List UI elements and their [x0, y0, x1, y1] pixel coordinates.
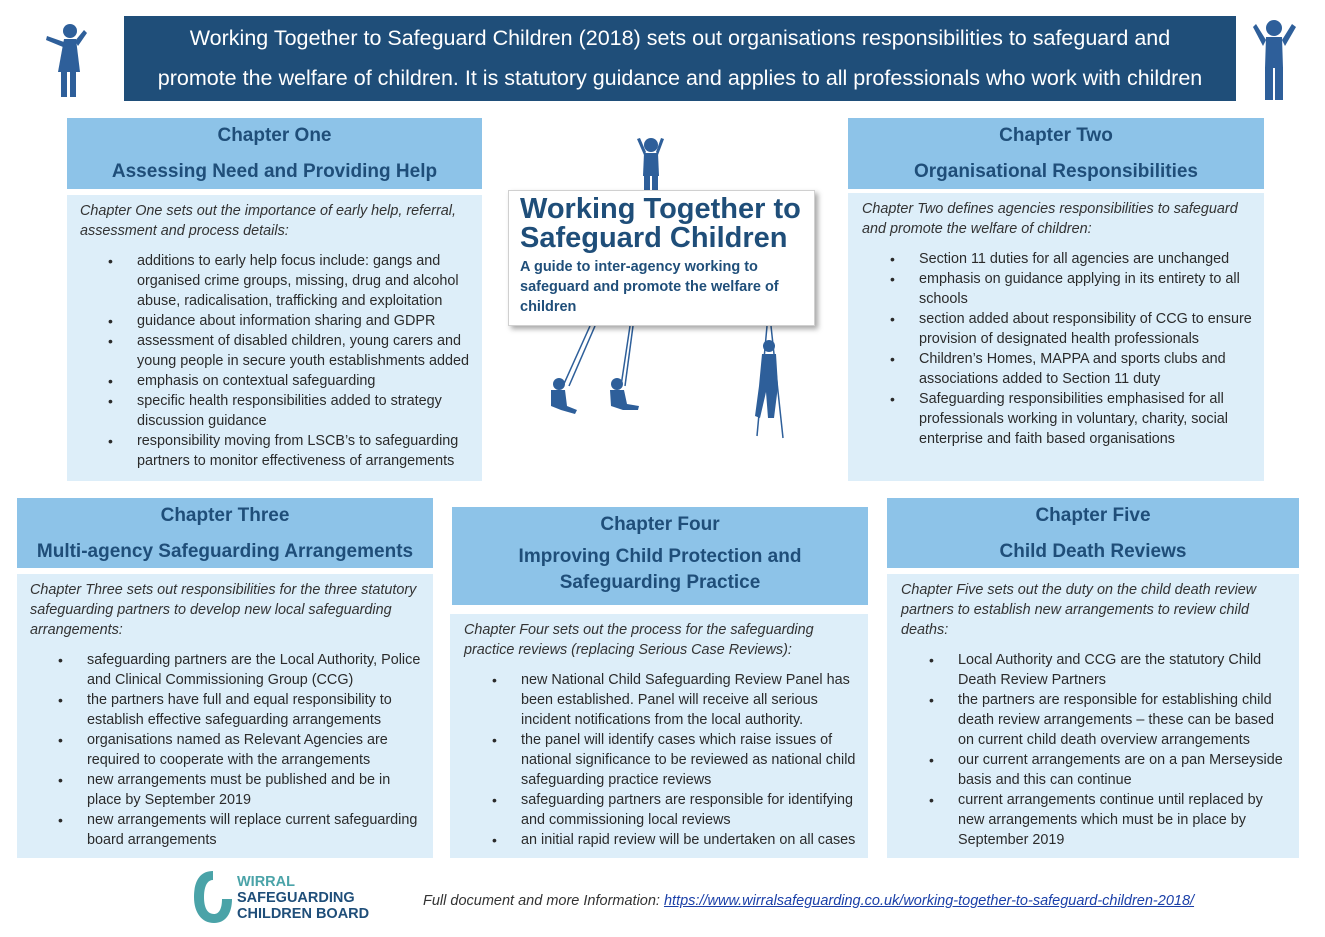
chapter-four-body	[450, 614, 868, 858]
chapter-intro: Chapter One sets out the importance of early help, referral, assessment and process details:	[80, 203, 456, 239]
list-item: • assessment of disabled children, young carers and young people in secure youth establishments added	[80, 331, 470, 371]
child-arms-up-icon	[1252, 18, 1298, 102]
list-item: • Safeguarding responsibilities emphasised for all professionals working in voluntary, charity, social enterprise and faith based organisations	[862, 389, 1252, 449]
logo-line-2: SAFEGUARDING	[237, 890, 355, 906]
center-title-card	[508, 190, 815, 326]
footer-label: Full document and more Information:	[423, 893, 660, 909]
list-item: • safeguarding partners are the Local Authority, Police and Clinical Commissioning Group (CCG)	[30, 650, 421, 690]
top-banner	[124, 16, 1236, 101]
footer-info	[423, 893, 1194, 909]
chapter-one-list	[80, 251, 470, 471]
list-item: • an initial rapid review will be undertaken on all cases	[464, 830, 856, 850]
chapter-intro: Chapter Four sets out the process for the safeguarding practice reviews (replacing Serious Case Reviews):	[464, 622, 814, 658]
child-silhouette-icon	[44, 22, 88, 100]
list-item: • new arrangements must be published and be in place by September 2019	[30, 770, 421, 810]
wirral-safeguarding-logo	[192, 869, 387, 927]
chapter-five-list	[901, 650, 1285, 850]
children-swings-icon	[545, 326, 790, 444]
list-item: • new arrangements will replace current safeguarding board arrangements	[30, 810, 421, 850]
chapter-label: Chapter Four	[600, 514, 720, 535]
document-link[interactable]: https://www.wirralsafeguarding.co.uk/working-together-to-safeguard-children-2018/	[663, 893, 1195, 909]
chapter-four-list	[464, 670, 856, 850]
list-item: • the panel will identify cases which raise issues of national significance to be reviewed as national child safeguarding practice reviews	[464, 730, 856, 790]
list-item: • new National Child Safeguarding Review Panel has been established. Panel will receive all serious incident notifications from the local authority.	[464, 670, 856, 730]
chapter-label: Chapter Three	[160, 505, 290, 526]
chapter-one-body	[67, 195, 482, 481]
chapter-label: Chapter Two	[999, 125, 1113, 146]
chapter-three-list	[30, 650, 421, 850]
chapter-title: Organisational Responsibilities	[913, 161, 1198, 182]
list-item: • safeguarding partners are responsible for identifying and commissioning local reviews	[464, 790, 856, 830]
center-subtitle: A guide to inter-agency working to safeguard and promote the welfare of children	[520, 259, 779, 315]
chapter-three-body	[17, 574, 433, 858]
list-item: • emphasis on guidance applying in its entirety to all schools	[862, 269, 1252, 309]
chapter-five-body	[887, 574, 1299, 858]
chapter-three-heading	[17, 498, 433, 568]
chapter-title: Multi-agency Safeguarding Arrangements	[36, 541, 414, 562]
banner-line-1: Working Together to Safeguard Children (2018) sets out organisations responsibilities to safeguard and	[189, 26, 1171, 50]
list-item: • Children’s Homes, MAPPA and sports clubs and associations added to Section 11 duty	[862, 349, 1252, 389]
list-item: • section added about responsibility of CCG to ensure provision of designated health professionals	[862, 309, 1252, 349]
chapter-two-list	[862, 249, 1252, 449]
logo-line-1: WIRRAL	[237, 874, 295, 890]
chapter-title: Child Death Reviews	[999, 541, 1187, 562]
chapter-intro: Chapter Three sets out responsibilities for the three statutory safeguarding partners to develop new local safeguarding arrangements:	[30, 582, 417, 638]
chapter-two-body	[848, 193, 1264, 481]
list-item: • responsibility moving from LSCB’s to safeguarding partners to monitor effectiveness of arrangements	[80, 431, 470, 471]
hands-logo-icon	[192, 869, 234, 925]
list-item: • guidance about information sharing and GDPR	[80, 311, 470, 331]
list-item: • organisations named as Relevant Agencies are required to cooperate with the arrangements	[30, 730, 421, 770]
chapter-intro: Chapter Five sets out the duty on the child death review partners to establish new arrangements to review child deaths:	[901, 582, 1257, 638]
chapter-label: Chapter One	[217, 125, 332, 146]
chapter-two-heading	[848, 118, 1264, 189]
chapter-five-heading	[887, 498, 1299, 568]
chapter-title: Improving Child Protection and Safeguarding Practice	[518, 546, 802, 593]
list-item: • current arrangements continue until replaced by new arrangements which must be in place by September 2019	[901, 790, 1285, 850]
child-center-icon	[636, 134, 666, 192]
chapter-label: Chapter Five	[1035, 505, 1151, 526]
chapter-one-heading	[67, 118, 482, 189]
list-item: • the partners are responsible for establishing child death review arrangements – these can be based on current child death overview arrangements	[901, 690, 1285, 750]
list-item: • additions to early help focus include: gangs and organised crime groups, missing, drug and alcohol abuse, radicalisation, trafficking and exploitation	[80, 251, 470, 311]
list-item: • our current arrangements are on a pan Merseyside basis and this can continue	[901, 750, 1285, 790]
list-item: • the partners have full and equal responsibility to establish effective safeguarding arrangements	[30, 690, 421, 730]
list-item: • Section 11 duties for all agencies are unchanged	[862, 249, 1252, 269]
list-item: • specific health responsibilities added to strategy discussion guidance	[80, 391, 470, 431]
list-item: • emphasis on contextual safeguarding	[80, 371, 470, 391]
chapter-intro: Chapter Two defines agencies responsibilities to safeguard and promote the welfare of children:	[862, 201, 1238, 237]
center-title: Working Together to Safeguard Children	[520, 193, 801, 254]
chapter-four-heading	[452, 507, 868, 605]
logo-text	[237, 874, 369, 922]
list-item: • Local Authority and CCG are the statutory Child Death Review Partners	[901, 650, 1285, 690]
banner-line-2: promote the welfare of children. It is statutory guidance and applies to all professionals who work with children	[157, 66, 1203, 90]
chapter-title: Assessing Need and Providing Help	[111, 161, 438, 182]
logo-line-3: CHILDREN BOARD	[237, 906, 370, 922]
